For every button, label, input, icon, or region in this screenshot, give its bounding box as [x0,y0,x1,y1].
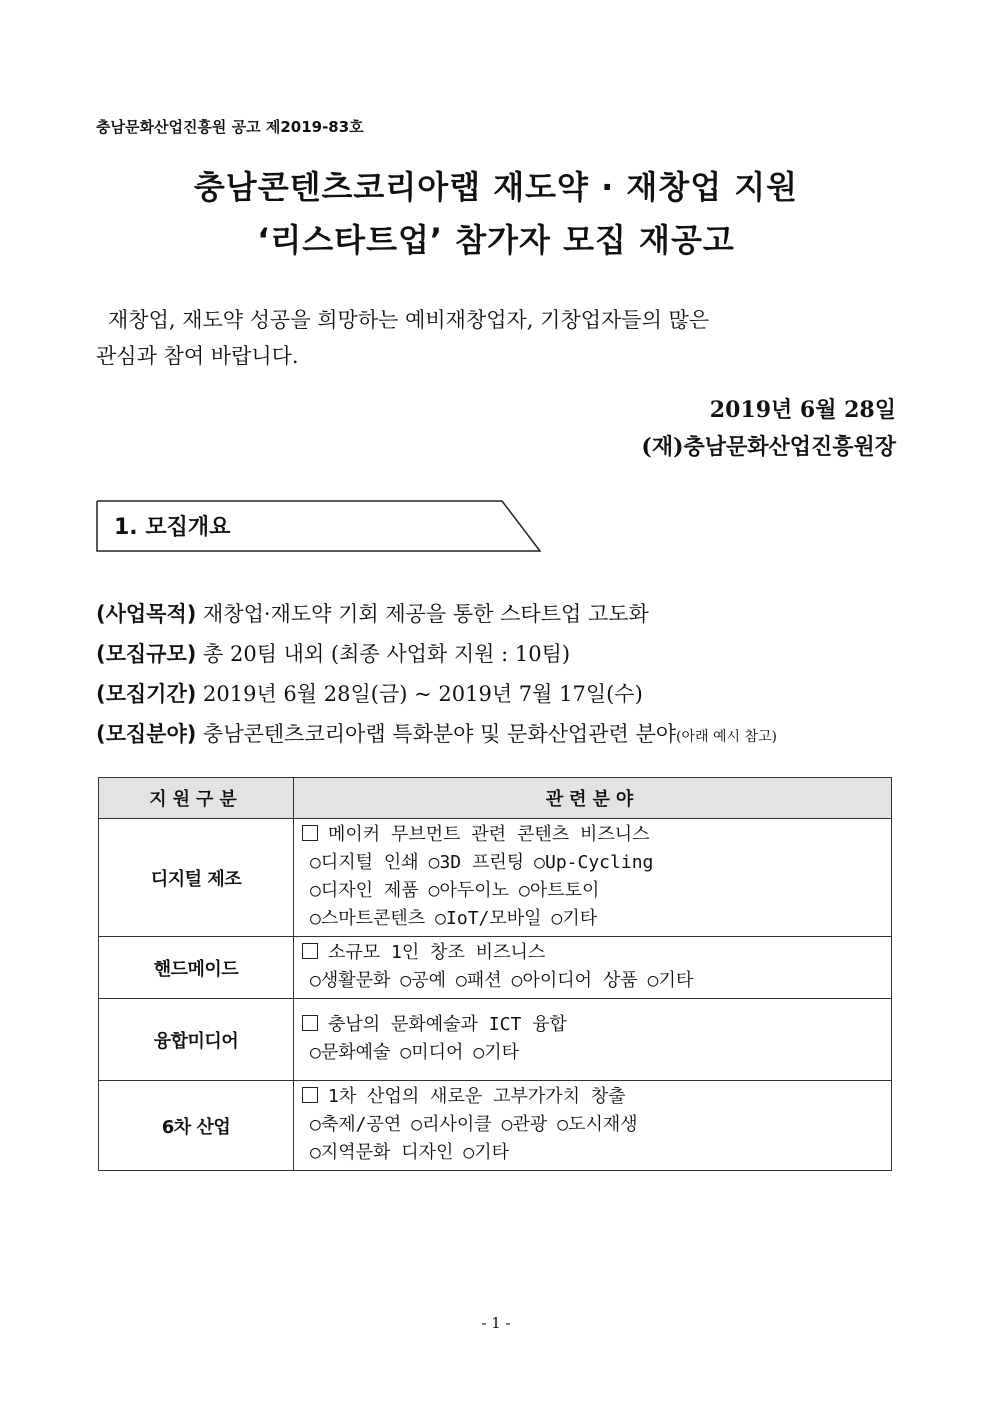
section-heading-title: 1. 모집개요 [114,515,231,540]
info-row-field [96,718,916,748]
info-label: (모집기간) [96,682,197,706]
field-heading [302,1011,883,1039]
field-option: ○ 공예 [400,967,446,995]
field-option: ○ 기타 [552,905,598,933]
document-title-line2: ‘리스타트업’ 참가자 모집 재공고 [257,221,735,259]
field-item-line [302,905,883,933]
fields-cell [294,819,892,937]
info-label: (모집분야) [96,722,197,746]
field-heading-text: 1차 산업의 새로운 고부가가치 창출 [328,1086,626,1107]
field-option: ○ 아트토이 [519,877,599,905]
field-option: ○ 생활문화 [310,967,390,995]
checkbox-square-icon [302,1015,318,1031]
field-option: ○ 지역문화 디자인 [310,1139,453,1167]
field-option: ○ 기타 [463,1139,509,1167]
field-option: ○ 아이디어 상품 [512,967,638,995]
field-option: ○ 스마트콘텐츠 [310,905,425,933]
field-heading-text: 충남의 문화예술과 ICT 융합 [328,1014,567,1035]
field-option: ○ 축제/공연 [310,1111,401,1139]
fields-cell [294,937,892,999]
table-row [99,819,892,937]
fields-cell [294,999,892,1081]
field-option: ○ 디자인 제품 [310,877,419,905]
field-heading [302,821,883,849]
field-option: ○ Up-Cycling [534,849,653,877]
info-row-period [96,678,916,708]
table-row [99,1081,892,1171]
intro-line-2: 관심과 참여 바랍니다. [96,344,299,368]
field-option: ○ 도시재생 [557,1111,637,1139]
info-label: (모집규모) [96,642,197,666]
info-value: 2019년 6월 28일(금) ~ 2019년 7월 17일(수) [203,682,643,706]
info-value: 총 20팀 내외 (최종 사업화 지원 : 10팀) [203,642,571,666]
table-row [99,999,892,1081]
field-option: ○ 미디어 [400,1039,463,1067]
field-option: ○ 기타 [473,1039,519,1067]
field-option: ○ 디지털 인쇄 [310,849,419,877]
support-field-table [98,777,892,1171]
notice-number: 충남문화산업진흥원 공고 제2019-83호 [96,118,364,136]
field-option: ○ 관광 [502,1111,548,1139]
checkbox-square-icon [302,943,318,959]
field-item-line [302,1039,883,1067]
table-header-row [99,778,892,819]
info-value: 충남콘텐츠코리아랩 특화분야 및 문화산업관련 분야 [203,722,677,746]
field-item-line [302,849,883,877]
field-option: ○ 3D 프린팅 [429,849,525,877]
intro-line-1: 재창업, 재도약 성공을 희망하는 예비재창업자, 기창업자들의 많은 [108,308,710,332]
field-item-line [302,967,883,995]
info-label: (사업목적) [96,602,197,626]
announcement-date: 2019년 6월 28일 [709,397,896,423]
field-option: ○ 아두이노 [429,877,509,905]
info-value: 재창업·재도약 기회 제공을 통한 스타트업 고도화 [203,602,649,626]
column-header-fields: 관련분야 [294,778,892,819]
field-item-line [302,1139,883,1167]
field-heading [302,1083,883,1111]
category-cell: 디지털 제조 [99,819,294,937]
document-title-line1: 충남콘텐츠코리아랩 재도약 · 재창업 지원 [193,168,799,206]
field-option: ○ 기타 [648,967,694,995]
table-row [99,937,892,999]
field-heading-text: 소규모 1인 창조 비즈니스 [328,942,546,963]
field-option: ○ IoT/모바일 [435,905,541,933]
category-cell: 융합미디어 [99,999,294,1081]
intro-paragraph [96,302,896,374]
column-header-category: 지원구분 [99,778,294,819]
field-option: ○ 문화예술 [310,1039,390,1067]
field-option: ○ 패션 [456,967,502,995]
info-row-purpose [96,598,916,628]
category-cell: 핸드메이드 [99,937,294,999]
fields-cell [294,1081,892,1171]
checkbox-square-icon [302,825,318,841]
category-cell: 6차 산업 [99,1081,294,1171]
field-option: ○ 리사이클 [411,1111,491,1139]
page-number: - 1 - [481,1314,511,1332]
field-item-line [302,877,883,905]
info-row-scale [96,638,916,668]
field-heading [302,939,883,967]
section-heading [96,500,542,552]
field-item-line [302,1111,883,1139]
field-heading-text: 메이커 무브먼트 관련 콘텐츠 비즈니스 [328,824,650,845]
info-note: (아래 예시 참고) [676,729,777,745]
checkbox-square-icon [302,1087,318,1103]
issuing-organization: (재)충남문화산업진흥원장 [641,434,896,460]
